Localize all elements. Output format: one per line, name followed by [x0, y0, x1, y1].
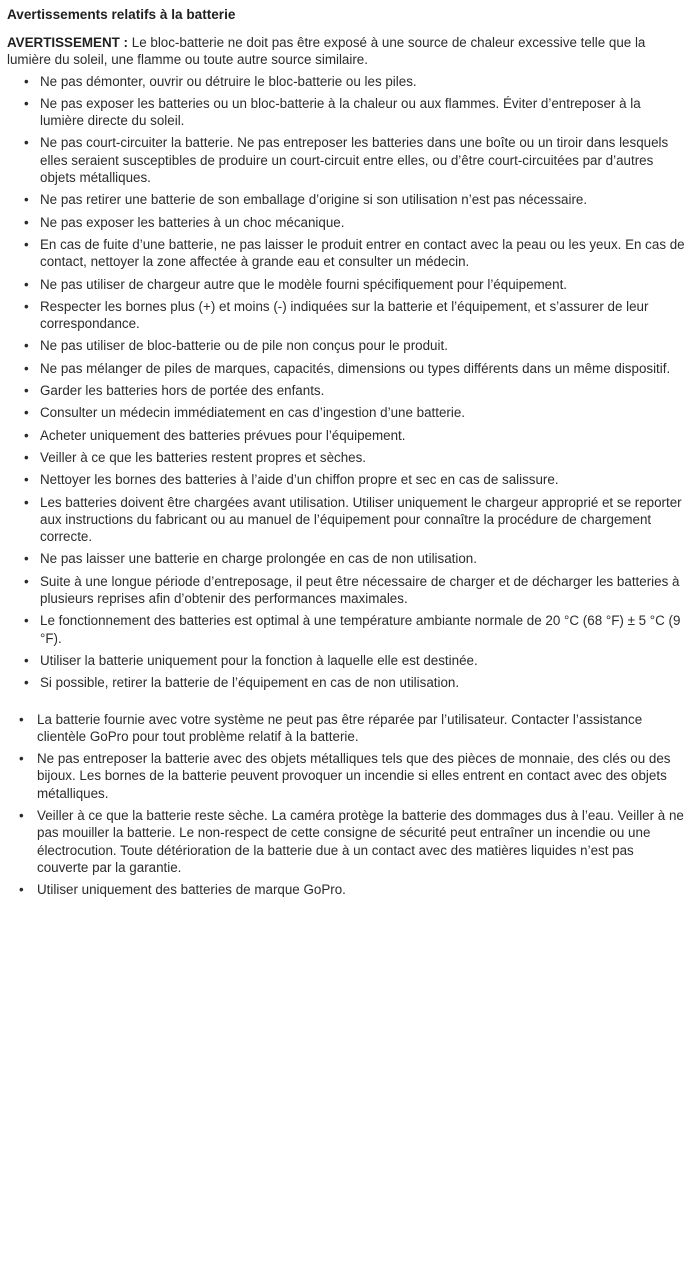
- list-item-text: Acheter uniquement des batteries prévues pour l’équipement.: [40, 427, 406, 443]
- list-item: [7, 276, 685, 293]
- bullet-icon: •: [24, 472, 29, 488]
- bullet-icon: •: [24, 405, 29, 421]
- list-item: [7, 337, 685, 354]
- list-item: [7, 95, 685, 130]
- battery-care-list: [7, 711, 685, 899]
- list-item: [7, 494, 685, 546]
- list-item-text: Garder les batteries hors de portée des enfants.: [40, 383, 325, 399]
- list-item-text: Ne pas retirer une batterie de son emballage d’origine si son utilisation n’est pas nécessaire.: [40, 192, 588, 208]
- bullet-icon: •: [24, 551, 29, 567]
- list-item: [7, 360, 685, 377]
- list-item-text: Ne pas mélanger de piles de marques, capacités, dimensions ou types différents dans un même dispositif.: [40, 360, 671, 376]
- list-item: [7, 652, 685, 669]
- bullet-icon: •: [24, 360, 29, 376]
- bullet-icon: •: [24, 449, 29, 465]
- bullet-icon: •: [24, 192, 29, 208]
- list-item-text: Nettoyer les bornes des batteries à l’aide d’un chiffon propre et sec en cas de salissure.: [40, 472, 559, 488]
- bullet-icon: •: [24, 236, 29, 252]
- bullet-icon: •: [24, 95, 29, 111]
- list-item-text: Le fonctionnement des batteries est optimal à une température ambiante normale de 20 °C (68 °F) ± 5 °C (9 °F).: [40, 613, 681, 646]
- precautions-list: [7, 73, 685, 692]
- list-item-text: Ne pas démonter, ouvrir ou détruire le bloc-batterie ou les piles.: [40, 73, 417, 89]
- bullet-icon: •: [24, 427, 29, 443]
- list-item-text: Veiller à ce que les batteries restent propres et sèches.: [40, 449, 367, 465]
- bullet-icon: •: [24, 383, 29, 399]
- list-item: [7, 711, 685, 746]
- warning-intro: [7, 34, 685, 69]
- list-item: [7, 73, 685, 90]
- bullet-icon: •: [19, 807, 24, 823]
- list-item-text: Ne pas utiliser de chargeur autre que le modèle fourni spécifiquement pour l’équipement.: [40, 276, 568, 292]
- bullet-icon: •: [24, 675, 29, 691]
- bullet-icon: •: [19, 711, 24, 727]
- list-item-text: Veiller à ce que la batterie reste sèche. La caméra protège la batterie des dommages dus à l’eau. Veiller à ne pas mouiller la batterie. Le non-respect de cette consigne de sécurité peut entraîner un incendie ou une électrocution. Toute détérioration de la batterie due à un contact avec des matières liquides n’est pas couverte par la garantie.: [37, 807, 684, 875]
- bullet-icon: •: [24, 494, 29, 510]
- list-item: [7, 382, 685, 399]
- bullet-icon: •: [24, 73, 29, 89]
- list-item: [7, 427, 685, 444]
- list-item-text: La batterie fournie avec votre système ne peut pas être réparée par l’utilisateur. Contacter l’assistance clientèle GoPro pour tout problème relatif à la batterie.: [37, 711, 643, 744]
- list-item-text: Utiliser uniquement des batteries de marque GoPro.: [37, 882, 346, 898]
- list-item: [7, 214, 685, 231]
- list-item-text: Suite à une longue période d’entreposage, il peut être nécessaire de charger et de décharger les batteries à plusieurs reprises afin d’obtenir des performances maximales.: [40, 573, 680, 607]
- list-item: [7, 550, 685, 567]
- list-item-text: Ne pas entreposer la batterie avec des objets métalliques tels que des pièces de monnaie, des clés ou des bijoux. Les bornes de la batterie peuvent provoquer un incendie si elles entrent en contact avec des objets métalliques.: [37, 751, 671, 801]
- list-item: [7, 750, 685, 802]
- list-item: [7, 191, 685, 208]
- list-item-text: En cas de fuite d’une batterie, ne pas laisser le produit entrer en contact avec la peau ou les yeux. En cas de contact, nettoyer la zone affectée à grande eau et consulter un médecin.: [40, 236, 685, 270]
- bullet-icon: •: [19, 882, 24, 898]
- list-item: [7, 807, 685, 876]
- list-item: [7, 471, 685, 488]
- list-item: [7, 881, 685, 898]
- list-item: [7, 298, 685, 333]
- list-item-text: Ne pas exposer les batteries ou un bloc-batterie à la chaleur ou aux flammes. Éviter d’entreposer à la lumière directe du soleil.: [40, 95, 641, 129]
- list-item: [7, 236, 685, 271]
- warning-label: AVERTISSEMENT :: [7, 35, 129, 50]
- list-item-text: Consulter un médecin immédiatement en cas d’ingestion d’une batterie.: [40, 405, 466, 421]
- list-item: [7, 449, 685, 466]
- list-item: [7, 612, 685, 647]
- bullet-icon: •: [24, 135, 29, 151]
- list-item-text: Ne pas court-circuiter la batterie. Ne pas entreposer les batteries dans une boîte ou un tiroir dans lesquels elles seraient susceptibles de produire un court-circuit entre elles, ou d’être court-circuitées par d’autres objets métalliques.: [40, 135, 669, 186]
- bullet-icon: •: [24, 214, 29, 230]
- bullet-icon: •: [24, 652, 29, 668]
- list-item-text: Si possible, retirer la batterie de l’équipement en cas de non utilisation.: [40, 675, 460, 691]
- list-item: [7, 674, 685, 691]
- bullet-icon: •: [24, 338, 29, 354]
- bullet-icon: •: [24, 298, 29, 314]
- list-item: [7, 573, 685, 608]
- warning-text: Le bloc-batterie ne doit pas être exposé à une source de chaleur excessive telle que la lumière du soleil, une flamme ou toute autre source similaire.: [7, 35, 646, 68]
- list-item-text: Ne pas laisser une batterie en charge prolongée en cas de non utilisation.: [40, 551, 477, 567]
- bullet-icon: •: [19, 751, 24, 767]
- list-item: [7, 404, 685, 421]
- bullet-icon: •: [24, 276, 29, 292]
- bullet-icon: •: [24, 613, 29, 629]
- list-item-text: Ne pas exposer les batteries à un choc mécanique.: [40, 214, 345, 230]
- list-item-text: Respecter les bornes plus (+) et moins (-) indiquées sur la batterie et l’équipement, et s’assurer de leur correspondance.: [40, 298, 649, 332]
- list-item-text: Ne pas utiliser de bloc-batterie ou de pile non conçus pour le produit.: [40, 338, 448, 354]
- list-item-text: Utiliser la batterie uniquement pour la fonction à laquelle elle est destinée.: [40, 652, 478, 668]
- page-title: Avertissements relatifs à la batterie: [7, 7, 236, 22]
- bullet-icon: •: [24, 573, 29, 589]
- list-item-text: Les batteries doivent être chargées avant utilisation. Utiliser uniquement le chargeur approprié et se reporter aux instructions du fabricant ou au manuel de l’équipement pour connaître la procédure de chargement correcte.: [40, 494, 682, 545]
- list-item: [7, 134, 685, 186]
